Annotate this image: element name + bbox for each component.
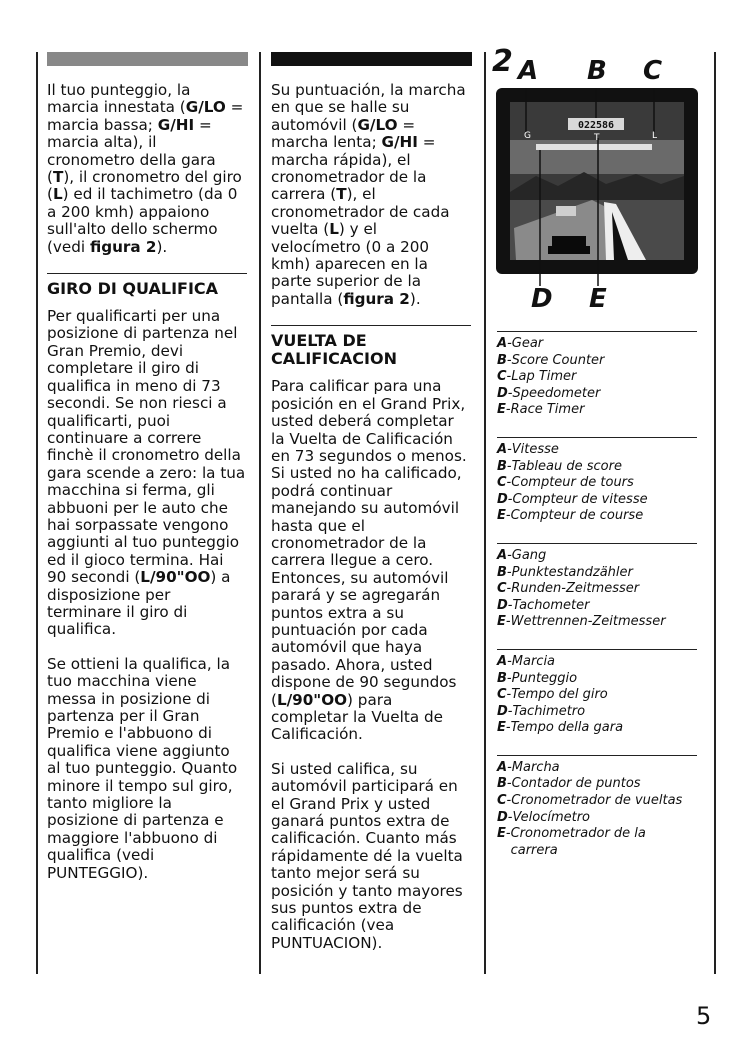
legend-dash: -	[506, 793, 512, 809]
screen-lap: L	[652, 131, 658, 141]
spanish-intro	[271, 82, 471, 308]
spanish-header-bar	[271, 52, 472, 66]
text-run: Su puntuación, la marcha en que se halle su automóvil (	[271, 81, 466, 134]
legend-dash: -	[507, 653, 512, 669]
legend-value: Tableau de score	[511, 458, 622, 474]
game-screen-figure	[496, 88, 698, 288]
italian-paragraph-1	[47, 308, 247, 639]
legend-item	[497, 475, 697, 492]
legend-value: Compteur de vitesse	[512, 491, 648, 507]
legend-group	[497, 437, 697, 525]
label-d: D	[531, 284, 553, 314]
legend-dash: -	[506, 581, 512, 597]
text-run: Per qualificarti per una posizione di partenza nel Gran Premio, devi completare il giro di qualifica in meno di 73 secondi. Se non riesci a qualificarti, puoi continuare a correre finchè il cronometro della gara scende a zero: la tua macchina si ferma, gli abbuoni per le auto che hai sorpassate vengono aggiunti al tuo punteggio ed il gioco termina. Hai 90 secondi (	[47, 307, 246, 587]
spanish-column	[271, 82, 471, 952]
legend-item	[497, 492, 697, 509]
legend-dash: -	[507, 336, 512, 351]
figure-number: 2	[492, 44, 513, 79]
column-rule-left	[36, 52, 38, 974]
legend-key: B	[497, 458, 507, 474]
screen-score: 022586	[577, 120, 615, 131]
legend-value: Runden-Zeitmesser	[511, 581, 640, 597]
legend-key: B	[497, 564, 507, 580]
legend-key: C	[497, 581, 507, 597]
label-c: C	[643, 56, 663, 86]
legend-item	[497, 760, 697, 777]
legend-item	[497, 565, 697, 582]
bold-term: figura 2	[89, 237, 157, 256]
legend-dash: -	[507, 547, 512, 563]
text-run: = marcia alta), il cronometro della gara (	[47, 115, 216, 187]
legend-key: C	[497, 687, 507, 703]
legend-item	[497, 776, 697, 793]
legend-item	[497, 386, 697, 403]
legend-dash: -	[507, 759, 512, 775]
legend-key: E	[497, 402, 506, 418]
legend-item	[497, 598, 697, 615]
legend-value: Wettrennen-Zeitmesser	[510, 614, 666, 630]
legend-item	[497, 353, 697, 370]
legend-value: Tempo della gara	[510, 720, 624, 736]
legend-item	[497, 581, 697, 598]
legend-item	[497, 826, 697, 859]
legend-key: E	[497, 614, 506, 630]
legend-value: Velocímetro	[512, 809, 591, 825]
bold-term: T	[52, 168, 64, 187]
legend-item	[497, 810, 697, 827]
column-rule-right	[484, 52, 486, 974]
legend-value: Tachimetro	[512, 703, 586, 719]
legend-value: Cronometrador de vueltas	[511, 793, 683, 809]
text-run: ).	[156, 237, 168, 256]
legend-dash: -	[505, 826, 511, 842]
legend-dash: -	[506, 776, 512, 792]
legend-value: Compteur de course	[510, 508, 644, 524]
label-b: B	[587, 56, 607, 86]
legend-value: Lap Timer	[511, 369, 577, 385]
legend-item	[497, 704, 697, 721]
legend-value: Vitesse	[511, 441, 559, 457]
legend-item	[497, 671, 697, 688]
legend-item	[497, 548, 697, 565]
text-run: ), el cronometrador de cada vuelta (	[271, 185, 450, 239]
legend-value: Gear	[511, 336, 544, 351]
bold-term: L/90"OO	[140, 568, 211, 587]
text-run: ) y el velocímetro (0 a 200 kmh) aparecen en la parte superior de la pantalla (	[271, 220, 430, 308]
legend-key: A	[497, 336, 508, 351]
legend-item	[497, 459, 697, 476]
legend-group	[497, 331, 697, 419]
spanish-heading: VUELTA DE CALIFICACION	[271, 325, 471, 368]
text-run: = marcha rápida), el cronometrador de la carrera (	[271, 133, 436, 204]
legend-dash: -	[506, 687, 512, 703]
bold-term: L/90"OO	[276, 690, 348, 709]
legend-dash: -	[507, 385, 513, 401]
italian-heading: GIRO DI QUALIFICA	[47, 273, 247, 298]
legend-key: C	[497, 369, 507, 385]
legend-key: E	[497, 826, 506, 842]
text-run: Para calificar para una posición en el Grand Prix, usted deberá completar la Vuelta de Calificación en 73 segundos o menos. Si usted no ha calificado, podrá continuar manejando su automóvil hasta que el cronometrador de la carrera llegue a cero. Entonces, su automóvil parará y se agregarán puntos extra a su puntuación por cada automóvil que haya pasado. Ahora, usted dispone de 90 segundos (	[271, 377, 467, 709]
legend-value: Score Counter	[511, 352, 605, 368]
text-run: ) a disposizione per terminare il giro di qualifica.	[47, 568, 231, 639]
legend-dash: -	[506, 352, 512, 368]
text-run: = marcia bassa;	[47, 98, 244, 134]
legend-item	[497, 508, 697, 525]
legend-key: B	[497, 670, 507, 686]
legend-key: D	[497, 491, 508, 507]
legend-key: C	[497, 475, 507, 491]
legend-group	[497, 649, 697, 737]
bold-term: T	[336, 185, 347, 204]
legend-key: C	[497, 793, 507, 809]
legend-dash: -	[506, 475, 512, 491]
legend-dash: -	[507, 491, 513, 507]
italian-column	[47, 82, 247, 882]
legend-dash: -	[507, 809, 513, 825]
legend-key: E	[497, 720, 506, 736]
legend-item	[497, 654, 697, 671]
legend-list	[497, 331, 697, 877]
legend-value: Cronometrador de la carrera	[510, 826, 646, 858]
bold-term: figura 2	[343, 289, 410, 308]
legend-key: B	[497, 776, 507, 792]
legend-item	[497, 793, 697, 810]
bold-term: G/LO	[357, 115, 398, 134]
legend-dash: -	[505, 614, 511, 630]
italian-paragraph-2	[47, 656, 247, 882]
bold-term: L	[329, 220, 339, 239]
legend-item	[497, 687, 697, 704]
legend-value: Punktestandzähler	[511, 564, 633, 580]
legend-dash: -	[505, 402, 511, 418]
legend-item	[497, 369, 697, 386]
legend-value: Marcha	[511, 759, 560, 775]
text-run: Il tuo punteggio, la marcia innestata (	[47, 81, 191, 117]
legend-item	[497, 336, 697, 353]
legend-key: D	[497, 809, 508, 825]
legend-key: A	[497, 653, 508, 669]
spanish-paragraph-2	[271, 761, 471, 952]
text-run: Si usted califica, su automóvil participará en el Grand Prix y usted ganará puntos extra de calificación. Cuanto más rápidamente dé la vuelta tanto mejor será su posición y tanto mayores sus puntos extra de calificación (vea PUNTUACION).	[271, 759, 463, 952]
legend-group	[497, 543, 697, 631]
legend-dash: -	[506, 564, 512, 580]
text-run: ) para completar la Vuelta de Calificación.	[271, 690, 443, 744]
legend-value: Race Timer	[510, 402, 585, 418]
legend-value: Punteggio	[511, 670, 578, 686]
bold-term: L	[52, 185, 63, 204]
text-run: = marcha lenta;	[271, 115, 416, 152]
legend-key: A	[497, 441, 508, 457]
legend-value: Tachometer	[512, 597, 590, 613]
bold-term: G/LO	[185, 98, 226, 117]
text-run: ).	[409, 289, 421, 308]
legend-dash: -	[506, 458, 512, 474]
legend-key: A	[497, 547, 508, 563]
legend-key: D	[497, 703, 508, 719]
legend-dash: -	[506, 369, 512, 385]
legend-value: Compteur de tours	[511, 475, 634, 491]
legend-value: Marcia	[511, 653, 556, 669]
legend-dash: -	[506, 670, 512, 686]
legend-dash: -	[505, 508, 511, 524]
legend-group	[497, 755, 697, 860]
legend-key: A	[497, 759, 508, 775]
legend-value: Gang	[511, 547, 547, 563]
column-rule-edge	[714, 52, 716, 974]
legend-key: D	[497, 385, 508, 401]
italian-header-bar	[47, 52, 248, 66]
text-run: Se ottieni la qualifica, la tuo macchina viene messa in posizione di partenza per il Gran Premio e l'abbuono di qualifica viene aggiunto al tuo punteggio. Quanto minore il tempo sul giro, tanto migliore la posizione di partenza e maggiore l'abbuono di qualifica (vedi PUNTEGGIO).	[47, 654, 238, 882]
legend-item	[497, 442, 697, 459]
screen-timer: T	[594, 133, 600, 143]
legend-dash: -	[505, 720, 511, 736]
legend-key: B	[497, 352, 507, 368]
text-run: ) ed il tachimetro (da 0 a 200 kmh) appaiono sull'alto dello schermo (vedi	[47, 185, 238, 256]
screen-gear: G	[524, 131, 531, 141]
italian-intro	[47, 82, 247, 256]
legend-key: D	[497, 597, 508, 613]
legend-dash: -	[507, 703, 513, 719]
label-a: A	[518, 56, 539, 86]
legend-value: Contador de puntos	[511, 776, 641, 792]
bold-term: G/HI	[381, 133, 418, 152]
bold-term: G/HI	[157, 115, 195, 134]
legend-item	[497, 402, 697, 419]
spanish-paragraph-1	[271, 378, 471, 744]
legend-item	[497, 614, 697, 631]
legend-dash: -	[507, 441, 512, 457]
label-e: E	[589, 284, 607, 314]
text-run: ), il cronometro del giro (	[47, 168, 242, 204]
column-rule-mid	[259, 52, 261, 974]
legend-dash: -	[507, 597, 513, 613]
legend-key: E	[497, 508, 506, 524]
legend-item	[497, 720, 697, 737]
legend-value: Speedometer	[512, 385, 601, 401]
page-number: 5	[696, 1002, 712, 1030]
legend-value: Tempo del giro	[511, 687, 608, 703]
